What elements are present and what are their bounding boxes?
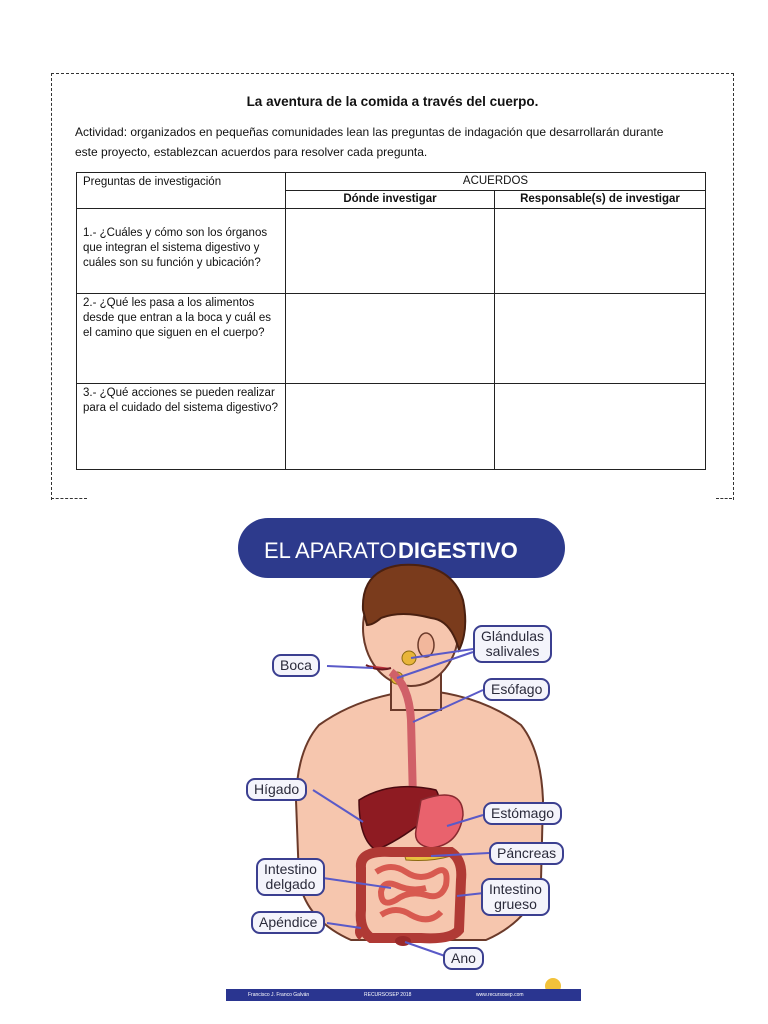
label-intestino-grueso	[481, 878, 550, 916]
footer-author: Francisco J. Franco Galván	[248, 992, 310, 998]
banner-title-bold: DIGESTIVO	[398, 538, 518, 563]
where-cell-1[interactable]	[286, 209, 495, 294]
digestive-system-poster	[91, 500, 719, 1010]
label-int-grueso-line1: Intestino	[489, 881, 542, 897]
label-glandulas	[473, 625, 552, 663]
label-apendice: Apéndice	[251, 911, 325, 934]
label-estomago: Estómago	[483, 802, 562, 825]
responsible-cell-3[interactable]	[495, 384, 706, 470]
label-glandulas-line1: Glándulas	[481, 628, 545, 644]
activity-instructions	[75, 122, 705, 162]
where-cell-3[interactable]	[286, 384, 495, 470]
activity-line-2: este proyecto, establezcan acuerdos para resolver cada pregunta.	[75, 145, 428, 159]
banner-title-light: EL APARATO	[264, 538, 397, 563]
table-row	[77, 384, 706, 470]
table-row	[77, 294, 706, 384]
question-2: 2.- ¿Qué les pasa a los alimentos desde que entran a la boca y cuál es el camino que siguen en el cuerpo?	[77, 294, 286, 384]
label-glandulas-line2: salivales	[485, 643, 540, 659]
research-table	[76, 172, 706, 470]
question-1: 1.- ¿Cuáles y cómo son los órganos que integran el sistema digestivo y cuáles son su función y ubicación?	[77, 209, 286, 294]
frame-edge-right	[716, 498, 732, 499]
header-questions: Preguntas de investigación	[77, 173, 286, 209]
label-pancreas: Páncreas	[489, 842, 564, 865]
where-cell-2[interactable]	[286, 294, 495, 384]
responsible-cell-2[interactable]	[495, 294, 706, 384]
header-agreements: ACUERDOS	[286, 173, 706, 191]
frame-edge-left	[51, 498, 87, 499]
footer-site: www.recursosep.com	[476, 992, 524, 998]
label-intestino-delgado	[256, 858, 325, 896]
label-esofago: Esófago	[483, 678, 550, 701]
header-where: Dónde investigar	[286, 191, 495, 209]
label-int-delgado-line1: Intestino	[264, 861, 317, 877]
ear	[418, 633, 434, 657]
label-int-grueso-line2: grueso	[494, 896, 537, 912]
label-boca: Boca	[272, 654, 320, 677]
table-row	[77, 209, 706, 294]
label-ano: Ano	[443, 947, 484, 970]
question-3: 3.- ¿Qué acciones se pueden realizar para el cuidado del sistema digestivo?	[77, 384, 286, 470]
poster-footer	[226, 989, 581, 1001]
label-int-delgado-line2: delgado	[265, 876, 316, 892]
responsible-cell-1[interactable]	[495, 209, 706, 294]
anus	[395, 936, 411, 946]
header-responsible: Responsable(s) de investigar	[495, 191, 706, 209]
worksheet-title: La aventura de la comida a través del cuerpo.	[246, 94, 539, 109]
label-higado: Hígado	[246, 778, 307, 801]
footer-brand: RECURSOSEP 2018	[364, 992, 412, 998]
worksheet-frame	[51, 73, 734, 500]
activity-line-1: Actividad: organizados en pequeñas comunidades lean las preguntas de indagación que desarrollarán durante	[75, 125, 664, 139]
digestive-illustration	[91, 500, 719, 1010]
